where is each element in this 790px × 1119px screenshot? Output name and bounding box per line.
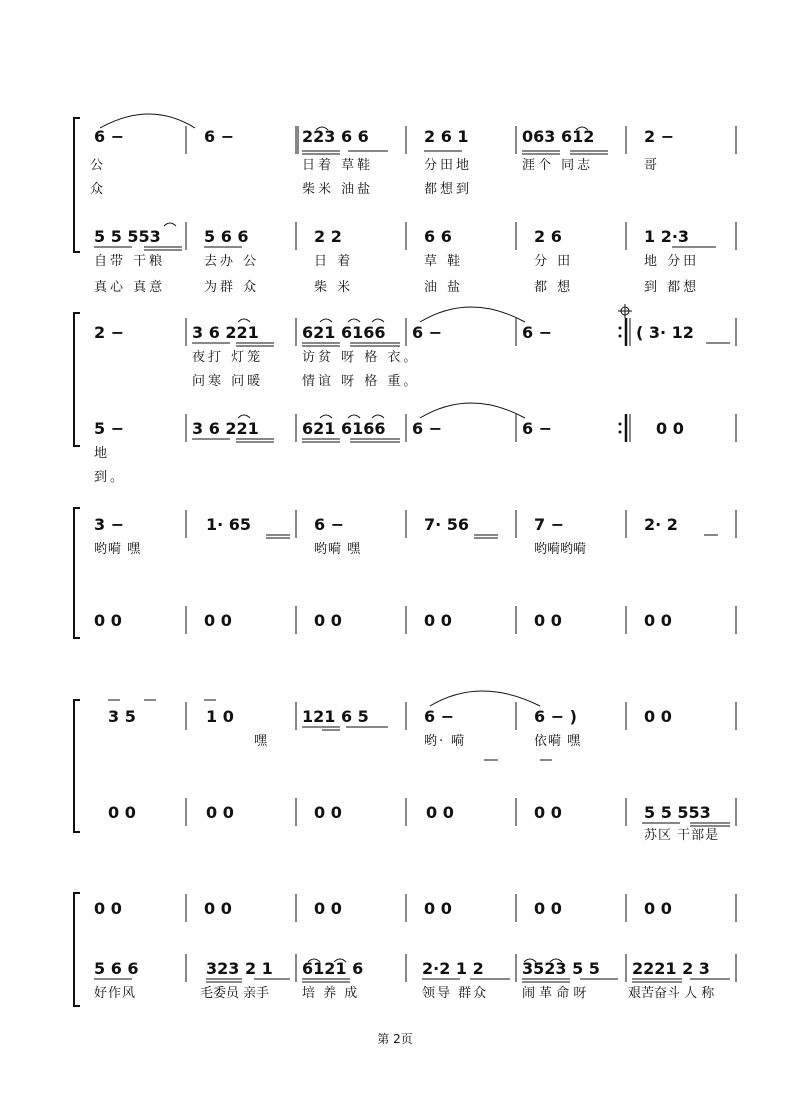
s5-bot-lyric-d: 领导 群众 — [422, 986, 489, 1001]
s4-bot-m4: 0 0 — [426, 803, 454, 822]
s4-bot-m3: 0 0 — [314, 803, 342, 822]
s1-bot-lyric1-d: 草 鞋 — [424, 254, 464, 269]
s2-bot-m4: 6 − — [412, 419, 443, 438]
s2-top-lyric1-a: 夜打 灯笼 — [192, 350, 264, 365]
s3-bot-m3: 0 0 — [314, 611, 342, 630]
s3-top-m5: 7 − — [534, 515, 565, 534]
s4-top-m4: 6 − — [424, 707, 455, 726]
s5-bot-m2: 323 2 1 — [206, 959, 273, 978]
s4-top-m3: 121 6 5 — [302, 707, 369, 726]
s2-top-m4: 6 − — [412, 323, 443, 342]
s1-bot-lyric1-e: 分 田 — [534, 254, 574, 269]
s4-bot-m6: 5 5 553 — [644, 803, 711, 822]
s5-top-m2: 0 0 — [204, 899, 232, 918]
s4-top-lyric-b: 哟· 嗬 — [424, 734, 467, 749]
s3-bot-m2: 0 0 — [204, 611, 232, 630]
s4-top-m1: 3 5 — [108, 707, 136, 726]
s2-bot-lyric2: 到。 — [94, 470, 127, 485]
s3-top-m1: 3 − — [94, 515, 125, 534]
s5-top-m6: 0 0 — [644, 899, 672, 918]
s1-top-lyric2-c: 都想到 — [424, 182, 473, 197]
s1-bot-m6: 1 2·3 — [644, 227, 690, 246]
s4-bot-m1: 0 0 — [108, 803, 136, 822]
s2-bot-m2: 3 6 221 — [192, 419, 259, 438]
s3-top-lyric-b: 哟嗬 嘿 — [314, 542, 362, 557]
s2-top-m6: ( 3· 12 — [636, 323, 694, 342]
s5-bot-lyric-c: 培 养 成 — [302, 986, 360, 1001]
s1-top-lyric1-c: 分田地 — [424, 158, 473, 173]
s4-top-lyric-c: 依嗬 嘿 — [534, 734, 582, 749]
s3-top-m2: 1· 65 — [206, 515, 252, 534]
s1-top-m3: 223 6 6 — [302, 127, 369, 146]
s4-bot-m2: 0 0 — [206, 803, 234, 822]
s5-bot-m5: 3523 5 5 — [522, 959, 600, 978]
s4-bot-lyric: 苏区 干部是 — [644, 828, 720, 843]
s2-bot-m5: 6 − — [522, 419, 553, 438]
s1-top-m2: 6 − — [204, 127, 235, 146]
s3-top-lyric-a: 哟嗬 嘿 — [94, 542, 142, 557]
s1-bot-lyric2-d: 油 盐 — [424, 280, 464, 295]
s3-bot-m1: 0 0 — [94, 611, 122, 630]
s2-top-m3: 621 6166 — [302, 323, 386, 342]
s1-bot-m2: 5 6 6 — [204, 227, 249, 246]
s1-bot-lyric1-c: 日 着 — [314, 254, 354, 269]
s4-bot-m5: 0 0 — [534, 803, 562, 822]
s2-top-lyric2-a: 问寒 问暖 — [192, 374, 264, 389]
page-number: 第 2页 — [377, 1032, 413, 1046]
s5-bot-m3: 6121 6 — [302, 959, 364, 978]
s1-top-lyric2-a: 众 — [90, 182, 107, 197]
s5-top-m1: 0 0 — [94, 899, 122, 918]
s2-bot-m3: 621 6166 — [302, 419, 386, 438]
s4-top-m6: 0 0 — [644, 707, 672, 726]
s3-bot-m5: 0 0 — [534, 611, 562, 630]
s5-top-m4: 0 0 — [424, 899, 452, 918]
s1-top-lyric1-d: 涯个 同志 — [522, 158, 594, 173]
s1-bot-m5: 2 6 — [534, 227, 562, 246]
s5-bot-m1: 5 6 6 — [94, 959, 139, 978]
s1-top-m5: 063 612 — [522, 127, 595, 146]
s3-bot-m4: 0 0 — [424, 611, 452, 630]
s2-top-m2: 3 6 221 — [192, 323, 259, 342]
s5-bot-lyric-b: 毛委员 亲手 — [200, 986, 270, 1001]
s4-top-lyric-a: 嘿 — [254, 734, 271, 749]
s2-bot-lyric1: 地 — [94, 446, 111, 461]
s1-bot-lyric1-a: 自带 干粮 — [94, 254, 166, 269]
s1-bot-lyric1-f: 地 分田 — [644, 254, 700, 269]
s1-top-m4: 2 6 1 — [424, 127, 469, 146]
s1-bot-m3: 2 2 — [314, 227, 342, 246]
s2-top-m5: 6 − — [522, 323, 553, 342]
s2-bot-m6: 0 0 — [656, 419, 684, 438]
s1-top-lyric1-a: 公 — [90, 158, 107, 173]
s1-bot-m1: 5 5 553 — [94, 227, 161, 246]
s2-top-lyric2-b: 情谊 呀 格 重。 — [302, 374, 420, 389]
s1-bot-lyric2-a: 真心 真意 — [94, 280, 166, 295]
s5-bot-lyric-e: 闹 革 命 呀 — [522, 986, 587, 1001]
s1-bot-lyric2-e: 都 想 — [534, 280, 574, 295]
s1-bot-m4: 6 6 — [424, 227, 452, 246]
s3-top-lyric-c: 哟嗬哟嗬 — [534, 542, 587, 557]
s1-bot-lyric2-c: 柴 米 — [314, 280, 354, 295]
s2-top-m1: 2 − — [94, 323, 125, 342]
s5-top-m3: 0 0 — [314, 899, 342, 918]
s3-top-m6: 2· 2 — [644, 515, 678, 534]
s5-bot-lyric-a: 好作风 — [94, 986, 137, 1001]
s3-top-m4: 7· 56 — [424, 515, 470, 534]
s1-bot-lyric1-b: 去办 公 — [204, 254, 260, 269]
s3-top-m3: 6 − — [314, 515, 345, 534]
s5-bot-m6: 2221 2 3 — [632, 959, 710, 978]
s1-top-lyric1-e: 哥 — [644, 158, 661, 173]
s2-bot-m1: 5 − — [94, 419, 125, 438]
s5-bot-m4: 2·2 1 2 — [422, 959, 484, 978]
s3-bot-m6: 0 0 — [644, 611, 672, 630]
s5-top-m5: 0 0 — [534, 899, 562, 918]
s1-top-m6: 2 − — [644, 127, 675, 146]
s2-top-lyric1-b: 访贫 呀 格 衣。 — [302, 350, 420, 365]
s5-bot-lyric-f: 艰苦奋斗 人 称 — [628, 986, 715, 1001]
s1-top-m1: 6 − — [94, 127, 125, 146]
s4-top-m2: 1 0 — [206, 707, 234, 726]
s4-top-m5: 6 − ) — [534, 707, 577, 726]
s1-top-lyric1-b: 日着 草鞋 — [302, 158, 374, 173]
s1-bot-lyric2-f: 到 都想 — [644, 280, 700, 295]
s1-top-lyric2-b: 柴米 油盐 — [302, 182, 374, 197]
s1-bot-lyric2-b: 为群 众 — [204, 280, 260, 295]
